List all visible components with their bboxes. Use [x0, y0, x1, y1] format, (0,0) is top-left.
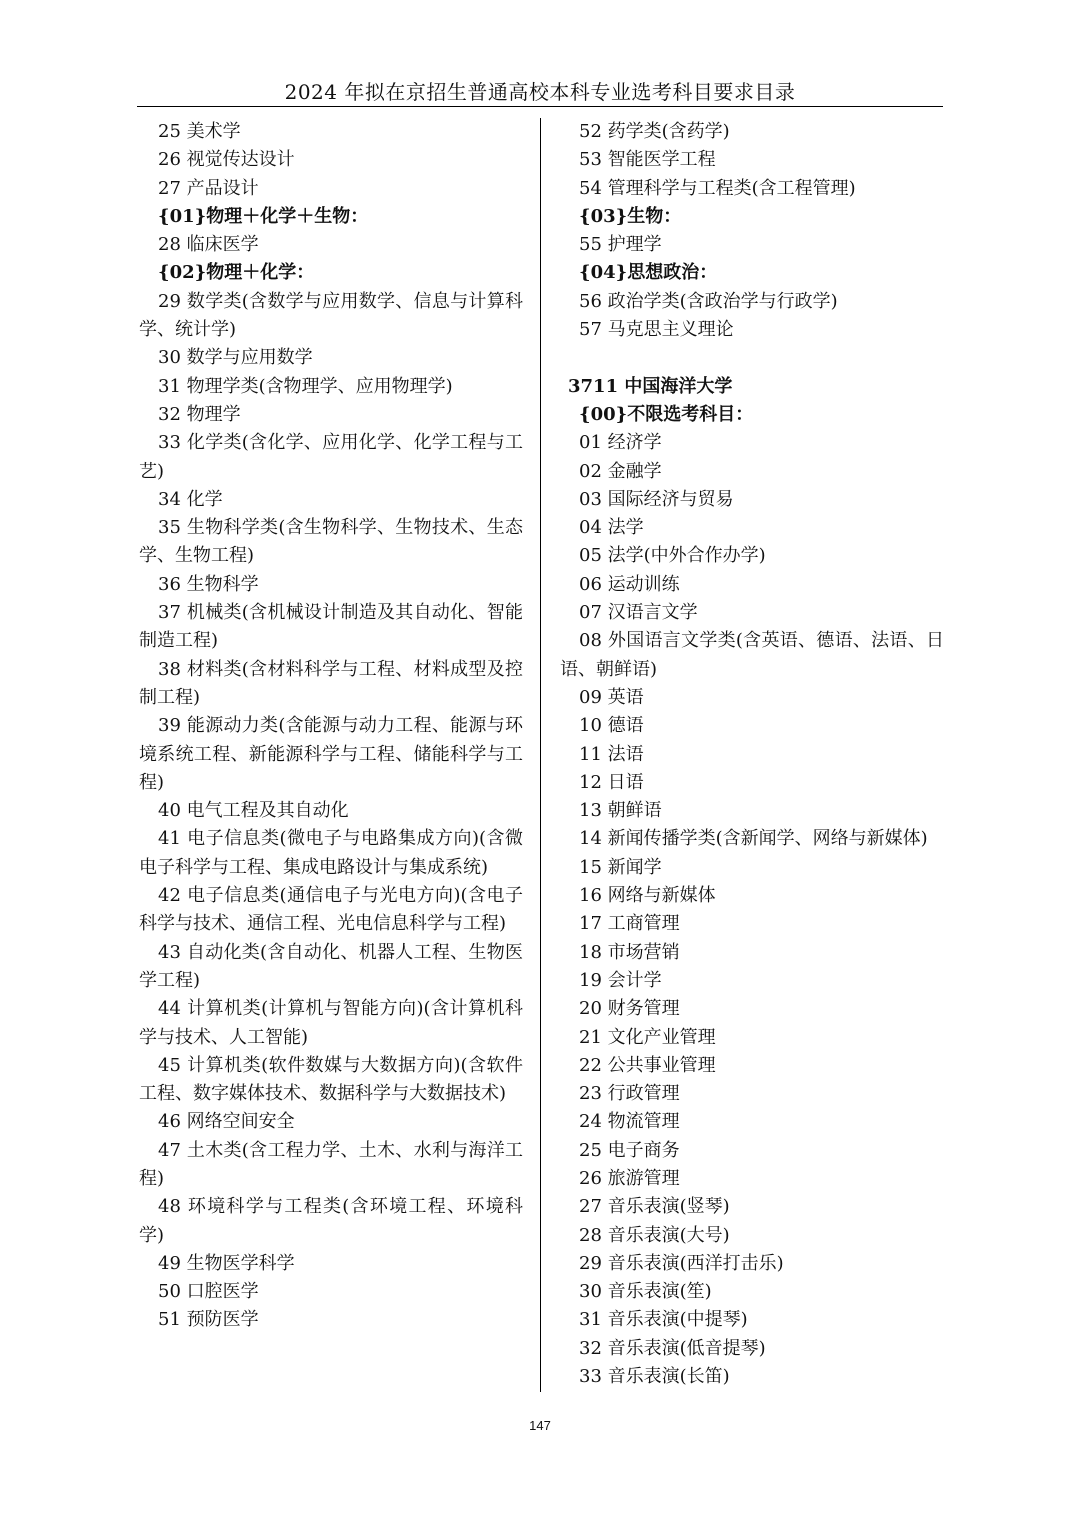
- right-major-item: 14 新闻传播学类(含新闻学、网络与新媒体): [579, 828, 928, 850]
- right-major-item: 10 德语: [579, 715, 644, 737]
- right-major-item: 26 旅游管理: [579, 1167, 680, 1189]
- left-major-item: 39 能源动力类(含能源与动力工程、能源与环境系统工程、新能源科学与工程、储能科学与工程): [139, 715, 523, 793]
- left-major-item: 37 机械类(含机械设计制造及其自动化、智能制造工程): [139, 602, 523, 652]
- right-major-item: 11 法语: [579, 743, 644, 765]
- right-major-item: 05 法学(中外合作办学): [579, 545, 766, 567]
- left-major-item: 38 材料类(含材料科学与工程、材料成型及控制工程): [139, 658, 523, 708]
- page-number: 147: [529, 1418, 551, 1433]
- left-major-item: 51 预防医学: [158, 1309, 259, 1331]
- right-major-item: 56 政治学类(含政治学与行政学): [579, 290, 838, 312]
- right-major-item: 22 公共事业管理: [579, 1054, 716, 1076]
- left-subject-requirement-heading: {02}物理＋化学：: [158, 262, 315, 284]
- left-major-item: 25 美术学: [158, 121, 241, 142]
- left-major-item: 31 物理学类(含物理学、应用物理学): [158, 375, 453, 397]
- right-major-item: 23 行政管理: [579, 1083, 680, 1105]
- right-major-item: 20 财务管理: [579, 998, 680, 1020]
- left-major-item: 27 产品设计: [158, 177, 259, 199]
- right-major-item: 28 音乐表演(大号): [579, 1224, 730, 1246]
- left-major-item: 30 数学与应用数学: [158, 347, 313, 369]
- left-major-item: 33 化学类(含化学、应用化学、化学工程与工艺): [139, 432, 523, 482]
- right-major-item: 27 音乐表演(竖琴): [579, 1196, 730, 1218]
- left-major-item: 46 网络空间安全: [158, 1111, 295, 1133]
- right-blank-line: [560, 344, 944, 372]
- right-major-item: 01 经济学: [579, 432, 662, 454]
- right-major-item: 03 国际经济与贸易: [579, 488, 734, 510]
- right-major-item: 19 会计学: [579, 969, 662, 991]
- left-major-item: 36 生物科学: [158, 573, 259, 595]
- left-major-item: 41 电子信息类(微电子与电路集成方向)(含微电子科学与工程、集成电路设计与集成系统): [139, 828, 523, 878]
- left-major-item: 49 生物医学科学: [158, 1252, 295, 1274]
- right-major-item: 31 音乐表演(中提琴): [579, 1309, 748, 1331]
- right-major-item: 04 法学: [579, 517, 644, 539]
- left-major-item: 40 电气工程及其自动化: [158, 800, 349, 822]
- right-major-item: 18 市场营销: [579, 941, 680, 963]
- page-header-title: 2024 年拟在京招生普通高校本科专业选考科目要求目录: [284, 80, 796, 104]
- right-major-item: 29 音乐表演(西洋打击乐): [579, 1252, 784, 1274]
- right-major-item: 55 护理学: [579, 234, 662, 256]
- right-major-item: 07 汉语言文学: [579, 602, 698, 624]
- right-major-item: 32 音乐表演(低音提琴): [579, 1337, 766, 1359]
- right-major-item: 02 金融学: [579, 460, 662, 482]
- right-major-item: 08 外国语言文学类(含英语、德语、法语、日语、朝鲜语): [560, 630, 944, 680]
- right-major-item: 16 网络与新媒体: [579, 885, 716, 907]
- left-major-item: 34 化学: [158, 488, 223, 510]
- right-major-item: 13 朝鲜语: [579, 800, 662, 822]
- right-major-item: 06 运动训练: [579, 573, 680, 595]
- right-major-item: 25 电子商务: [579, 1139, 680, 1161]
- right-subject-requirement-heading: {04}思想政治：: [579, 262, 718, 284]
- left-major-item: 29 数学类(含数学与应用数学、信息与计算科学、统计学): [139, 290, 523, 341]
- left-major-item: 32 物理学: [158, 403, 241, 425]
- left-major-item: 50 口腔医学: [158, 1281, 259, 1303]
- right-major-item: 12 日语: [579, 771, 644, 793]
- right-major-item: 24 物流管理: [579, 1111, 680, 1133]
- left-subject-requirement-heading: {01}物理＋化学＋生物：: [158, 205, 369, 227]
- right-major-item: 57 马克思主义理论: [579, 319, 734, 341]
- right-major-item: 17 工商管理: [579, 913, 680, 935]
- left-major-item: 42 电子信息类(通信电子与光电方向)(含电子科学与技术、通信工程、光电信息科学与工程): [139, 885, 523, 935]
- left-column: [139, 118, 523, 1335]
- right-major-item: 54 管理科学与工程类(含工程管理): [579, 177, 856, 199]
- right-major-item: 52 药学类(含药学): [579, 121, 730, 142]
- right-major-item: 21 文化产业管理: [579, 1026, 716, 1048]
- left-major-item: 26 视觉传达设计: [158, 149, 295, 171]
- right-subject-requirement-heading: {03}生物：: [579, 205, 682, 227]
- right-major-item: 30 音乐表演(笙): [579, 1281, 712, 1303]
- left-major-item: 28 临床医学: [158, 234, 259, 256]
- right-column: [560, 118, 944, 1391]
- left-major-item: 44 计算机类(计算机与智能方向)(含计算机科学与技术、人工智能): [139, 998, 523, 1048]
- right-major-item: 09 英语: [579, 686, 644, 708]
- right-major-item: 53 智能医学工程: [579, 149, 716, 171]
- left-major-item: 35 生物科学类(含生物科学、生物技术、生态学、生物工程): [139, 517, 523, 567]
- right-major-item: 33 音乐表演(长笛): [579, 1366, 730, 1388]
- left-major-item: 48 环境科学与工程类(含环境工程、环境科学): [139, 1196, 523, 1246]
- right-subject-requirement-heading: {00}不限选考科目：: [579, 403, 754, 425]
- right-university-heading: 3711 中国海洋大学: [568, 375, 733, 397]
- left-major-item: 43 自动化类(含自动化、机器人工程、生物医学工程): [139, 941, 523, 991]
- left-major-item: 45 计算机类(软件数媒与大数据方向)(含软件工程、数字媒体技术、数据科学与大数据技术): [139, 1054, 523, 1105]
- header-rule: [137, 106, 943, 107]
- right-major-item: 15 新闻学: [579, 856, 662, 878]
- left-major-item: 47 土木类(含工程力学、土木、水利与海洋工程): [139, 1139, 523, 1189]
- column-divider: [540, 118, 541, 1392]
